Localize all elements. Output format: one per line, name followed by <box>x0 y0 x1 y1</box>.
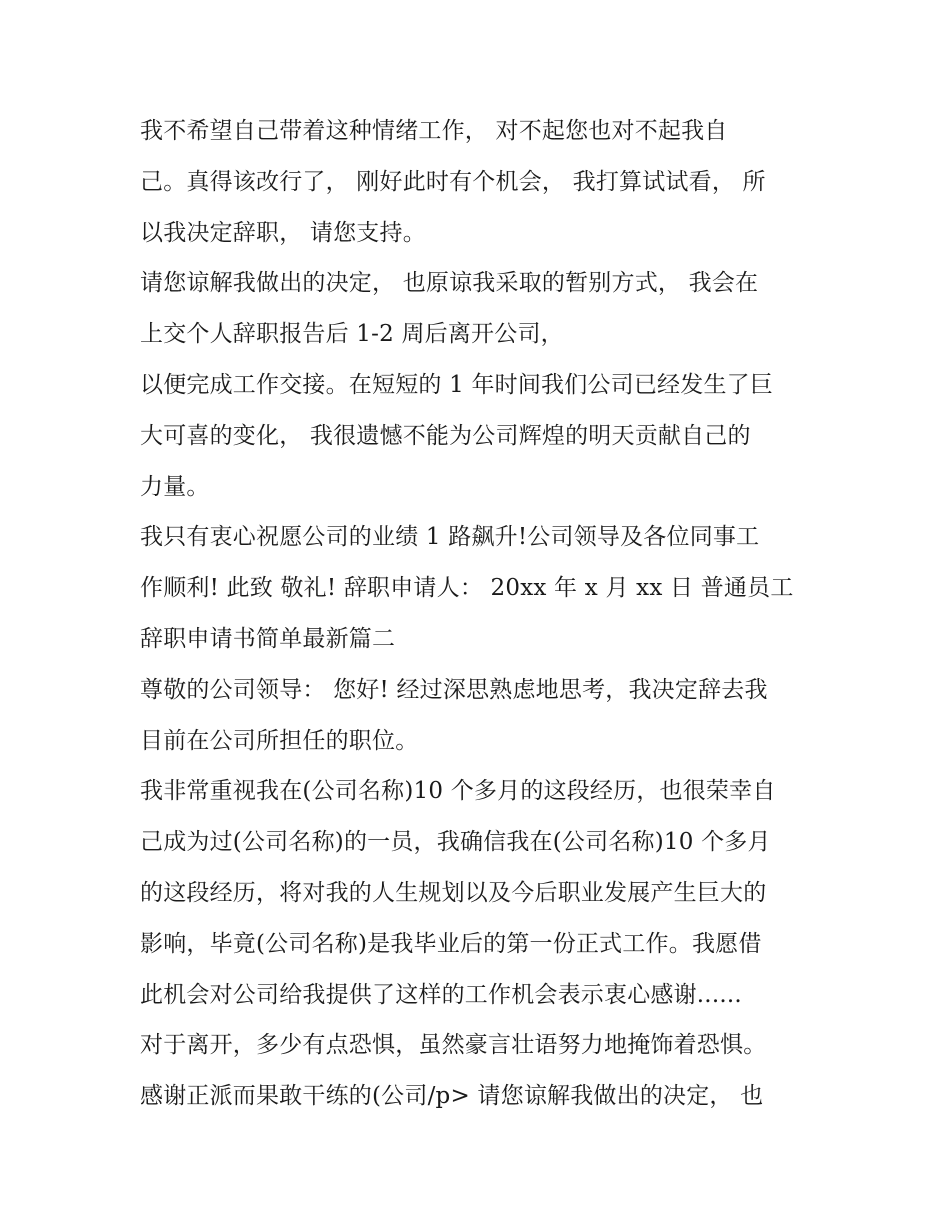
text-line: 我只有衷心祝愿公司的业绩 1 路飙升!公司领导及各位同事工 <box>140 524 760 551</box>
text-line: 我非常重视我在(公司名称)10 个多月的这段经历，也很荣幸自 <box>140 778 776 805</box>
text-line: 己。真得该改行了， 刚好此时有个机会， 我打算试试看， 所 <box>140 168 766 195</box>
text-line: 己成为过(公司名称)的一员，我确信我在(公司名称)10 个多月 <box>140 829 771 856</box>
text-line: 尊敬的公司领导： 您好! 经过深思熟虑地思考，我决定辞去我 <box>140 676 768 703</box>
text-line: 以便完成工作交接。在短短的 1 年时间我们公司已经发生了巨 <box>140 371 774 398</box>
letter-body <box>140 106 820 1122</box>
text-line: 以我决定辞职， 请您支持。 <box>140 219 426 246</box>
text-line: 此机会对公司给我提供了这样的工作机会表示衷心感谢...... <box>140 981 742 1008</box>
text-line: 请您谅解我做出的决定， 也原谅我采取的暂别方式， 我会在 <box>140 270 759 297</box>
text-line: 上交个人辞职报告后 1-2 周后离开公司， <box>140 321 564 348</box>
text-line: 感谢正派而果敢干练的(公司/p> 请您谅解我做出的决定， 也 <box>140 1083 764 1110</box>
text-line: 目前在公司所担任的职位。 <box>140 727 419 754</box>
text-line: 的这段经历，将对我的人生规划以及今后职业发展产生巨大的 <box>140 879 767 906</box>
text-line: 影响，毕竟(公司名称)是我毕业后的第一份正式工作。我愿借 <box>140 930 762 957</box>
text-line: 对于离开，多少有点恐惧，虽然豪言壮语努力地掩饰着恐惧。 <box>140 1032 767 1059</box>
text-line: 大可喜的变化， 我很遗憾不能为公司辉煌的明天贡献自己的 <box>140 422 751 449</box>
text-line: 力量。 <box>140 473 210 500</box>
text-line: 作顺利! 此致 敬礼! 辞职申请人： 20xx 年 x 月 xx 日 普通员工 <box>140 575 794 602</box>
section-heading: 辞职申请书简单最新篇二 <box>140 625 396 652</box>
text-line: 我不希望自己带着这种情绪工作， 对不起您也对不起我自 <box>140 118 728 144</box>
